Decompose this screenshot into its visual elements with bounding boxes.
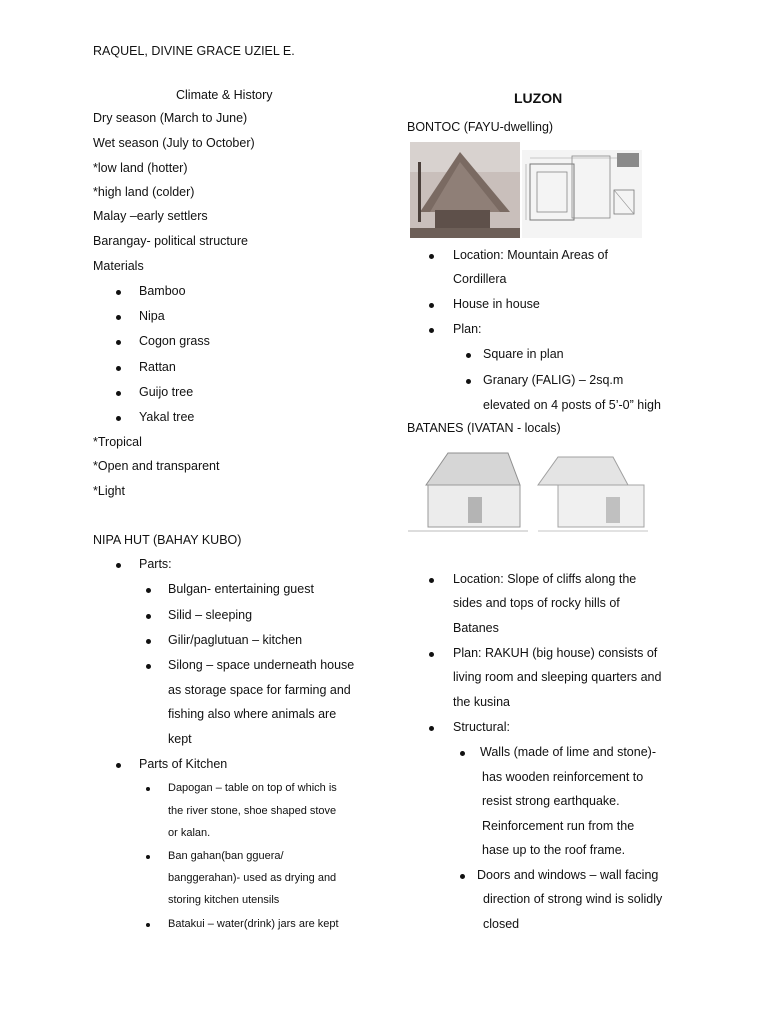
list-item-cont: hase up to the roof frame.: [482, 843, 626, 857]
list-item-cont: fishing also where animals are: [168, 707, 337, 721]
list-item: Parts:: [139, 557, 172, 571]
list-item-cont: the kusina: [453, 695, 510, 709]
section-title-climate: Climate & History: [176, 88, 273, 102]
list-item: Silid – sleeping: [168, 608, 253, 622]
bullet-icon: [116, 340, 121, 345]
list-item: Cogon grass: [139, 334, 210, 348]
bullet-icon: [116, 391, 121, 396]
bullet-icon: [466, 379, 471, 384]
list-item: House in house: [453, 297, 540, 311]
bullet-icon: [146, 787, 150, 791]
list-item-cont: resist strong earthquake.: [482, 794, 620, 808]
bullet-icon: [146, 639, 151, 644]
list-item: Dapogan – table on top of which is: [168, 782, 337, 794]
author-name: RAQUEL, DIVINE GRACE UZIEL E.: [93, 44, 295, 58]
text-line: *Light: [93, 484, 125, 498]
bullet-icon: [116, 366, 121, 371]
region-title: LUZON: [514, 90, 563, 106]
list-item: Plan: RAKUH (big house) consists of: [453, 646, 658, 660]
text-line: Materials: [93, 259, 144, 273]
list-item-cont: elevated on 4 posts of 5’-0” high: [483, 398, 661, 412]
bullet-icon: [116, 416, 121, 421]
batanes-house-sketch: [408, 445, 648, 537]
bullet-icon: [146, 855, 150, 859]
text-line: Barangay- political structure: [93, 234, 248, 248]
list-item: Bamboo: [139, 284, 186, 298]
section-title-nipa-hut: NIPA HUT (BAHAY KUBO): [93, 533, 242, 547]
list-item: Rattan: [139, 360, 176, 374]
list-item: Walls (made of lime and stone)-: [480, 745, 656, 759]
list-item: Batakui – water(drink) jars are kept: [168, 918, 339, 930]
list-item: Granary (FALIG) – 2sq.m: [483, 373, 624, 387]
list-item-cont: sides and tops of rocky hills of: [453, 596, 620, 610]
list-item: Location: Mountain Areas of: [453, 248, 608, 262]
list-item-cont: the river stone, shoe shaped stove: [168, 805, 337, 817]
list-item: Nipa: [139, 309, 165, 323]
list-item: Doors and windows – wall facing: [477, 868, 659, 882]
list-item-cont: Batanes: [453, 621, 499, 635]
list-item: Ban gahan(ban gguera/: [168, 850, 284, 862]
list-item: Location: Slope of cliffs along the: [453, 572, 637, 586]
list-item-cont: direction of strong wind is solidly: [483, 892, 663, 906]
list-item-cont: Reinforcement run from the: [482, 819, 635, 833]
bullet-icon: [146, 614, 151, 619]
list-item-cont: banggerahan)- used as drying and: [168, 872, 337, 884]
bullet-icon: [429, 254, 434, 259]
bullet-icon: [146, 664, 151, 669]
list-item-cont: storing kitchen utensils: [168, 894, 280, 906]
bullet-icon: [429, 303, 434, 308]
bullet-icon: [466, 353, 471, 358]
text-line: Dry season (March to June): [93, 111, 248, 125]
bullet-icon: [429, 578, 434, 583]
list-item: Guijo tree: [139, 385, 194, 399]
bullet-icon: [146, 588, 151, 593]
bullet-icon: [460, 751, 465, 756]
list-item: Gilir/paglutuan – kitchen: [168, 633, 303, 647]
bullet-icon: [429, 652, 434, 657]
list-item-cont: or kalan.: [168, 827, 211, 839]
list-item-cont: Cordillera: [453, 272, 507, 286]
bullet-icon: [116, 563, 121, 568]
section-title-bontoc: BONTOC (FAYU-dwelling): [407, 120, 554, 134]
list-item-cont: as storage space for farming and: [168, 683, 351, 697]
list-item: Silong – space underneath house: [168, 658, 355, 672]
list-item-cont: living room and sleeping quarters and: [453, 670, 662, 684]
bontoc-plan-sketch: [522, 150, 642, 238]
list-item: Parts of Kitchen: [139, 757, 228, 771]
list-item: Plan:: [453, 322, 482, 336]
list-item-cont: has wooden reinforcement to: [482, 770, 644, 784]
list-item-cont: kept: [168, 732, 192, 746]
text-line: *Tropical: [93, 435, 142, 449]
bullet-icon: [116, 315, 121, 320]
text-line: *low land (hotter): [93, 161, 188, 175]
bullet-icon: [429, 726, 434, 731]
text-line: Malay –early settlers: [93, 209, 208, 223]
bontoc-hut-photo: [410, 142, 520, 238]
list-item: Structural:: [453, 720, 510, 734]
bullet-icon: [429, 328, 434, 333]
text-line: *Open and transparent: [93, 459, 220, 473]
text-line: *high land (colder): [93, 185, 195, 199]
section-title-batanes: BATANES (IVATAN - locals): [407, 421, 561, 435]
bullet-icon: [460, 874, 465, 879]
text-line: Wet season (July to October): [93, 136, 255, 150]
bullet-icon: [116, 763, 121, 768]
bullet-icon: [116, 290, 121, 295]
list-item: Bulgan- entertaining guest: [168, 582, 314, 596]
list-item: Yakal tree: [139, 410, 195, 424]
list-item-cont: closed: [483, 917, 520, 931]
list-item: Square in plan: [483, 347, 564, 361]
bullet-icon: [146, 923, 150, 927]
